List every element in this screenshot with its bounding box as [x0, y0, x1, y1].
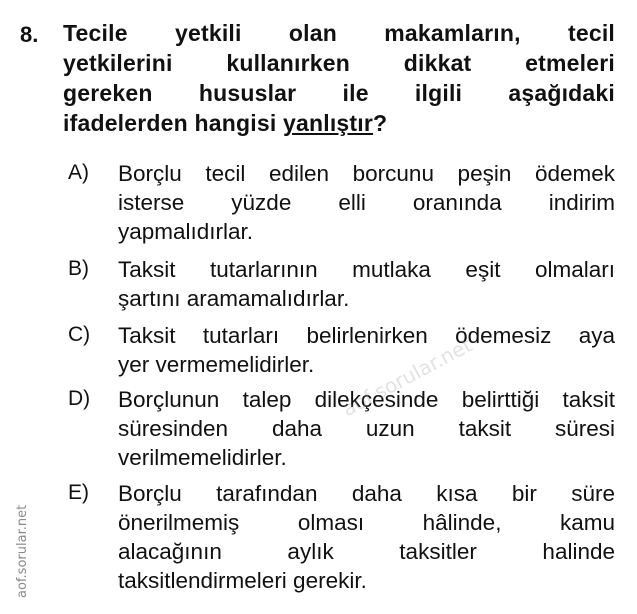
question-ending: ?: [373, 110, 388, 136]
option-line: şartını aramamalıdırlar.: [118, 286, 350, 311]
option-line: süresinden daha uzun taksit süresi: [118, 416, 615, 441]
question-line: gereken hususlar ile ilgili aşağıdaki: [63, 80, 615, 106]
question-line: ifadelerden hangisi: [63, 110, 283, 136]
option-line: Taksit tutarlarının mutlaka eşit olmaları: [118, 257, 615, 282]
option-line: yapmalıdırlar.: [118, 219, 254, 244]
watermark-side: aof.sorular.net: [15, 504, 30, 598]
question-emphasis: yanlıştır: [283, 110, 374, 136]
option-letter: A): [68, 161, 89, 184]
watermark-diagonal: aof.sorular.net: [338, 332, 476, 422]
option-letter: C): [68, 323, 91, 346]
option-line: alacağının aylık taksitler halinde: [118, 539, 615, 564]
option-text: [118, 479, 615, 595]
question-line: yetkilerini kullanırken dikkat etmeleri: [63, 50, 615, 76]
option-letter: E): [68, 481, 89, 504]
option-line: verilmemelidirler.: [118, 445, 287, 470]
option-line: Borçlu tarafından daha kısa bir süre: [118, 481, 615, 506]
option-line: Borçlunun talep dilekçesinde belirttiği taksit: [118, 387, 615, 412]
question-number: 8.: [20, 22, 39, 47]
option-line: Borçlu tecil edilen borcunu peşin ödemek: [118, 161, 615, 186]
option-text: [118, 159, 615, 246]
option-line: önerilmemiş olması hâlinde, kamu: [118, 510, 615, 535]
option-line: isterse yüzde elli oranında indirim: [118, 190, 615, 215]
option-line: Taksit tutarları belirlenirken ödemesiz aya: [118, 323, 615, 348]
question-stem: [63, 18, 615, 138]
option-line: taksitlendirmeleri gerekir.: [118, 568, 367, 593]
option-letter: D): [68, 387, 91, 410]
question-line-last: [63, 108, 615, 138]
option-text: [118, 255, 615, 313]
option-line: yer vermemelidirler.: [118, 352, 315, 377]
option-text: [118, 321, 615, 379]
question-line: Tecile yetkili olan makamların, tecil: [63, 20, 615, 46]
option-letter: B): [68, 257, 89, 280]
